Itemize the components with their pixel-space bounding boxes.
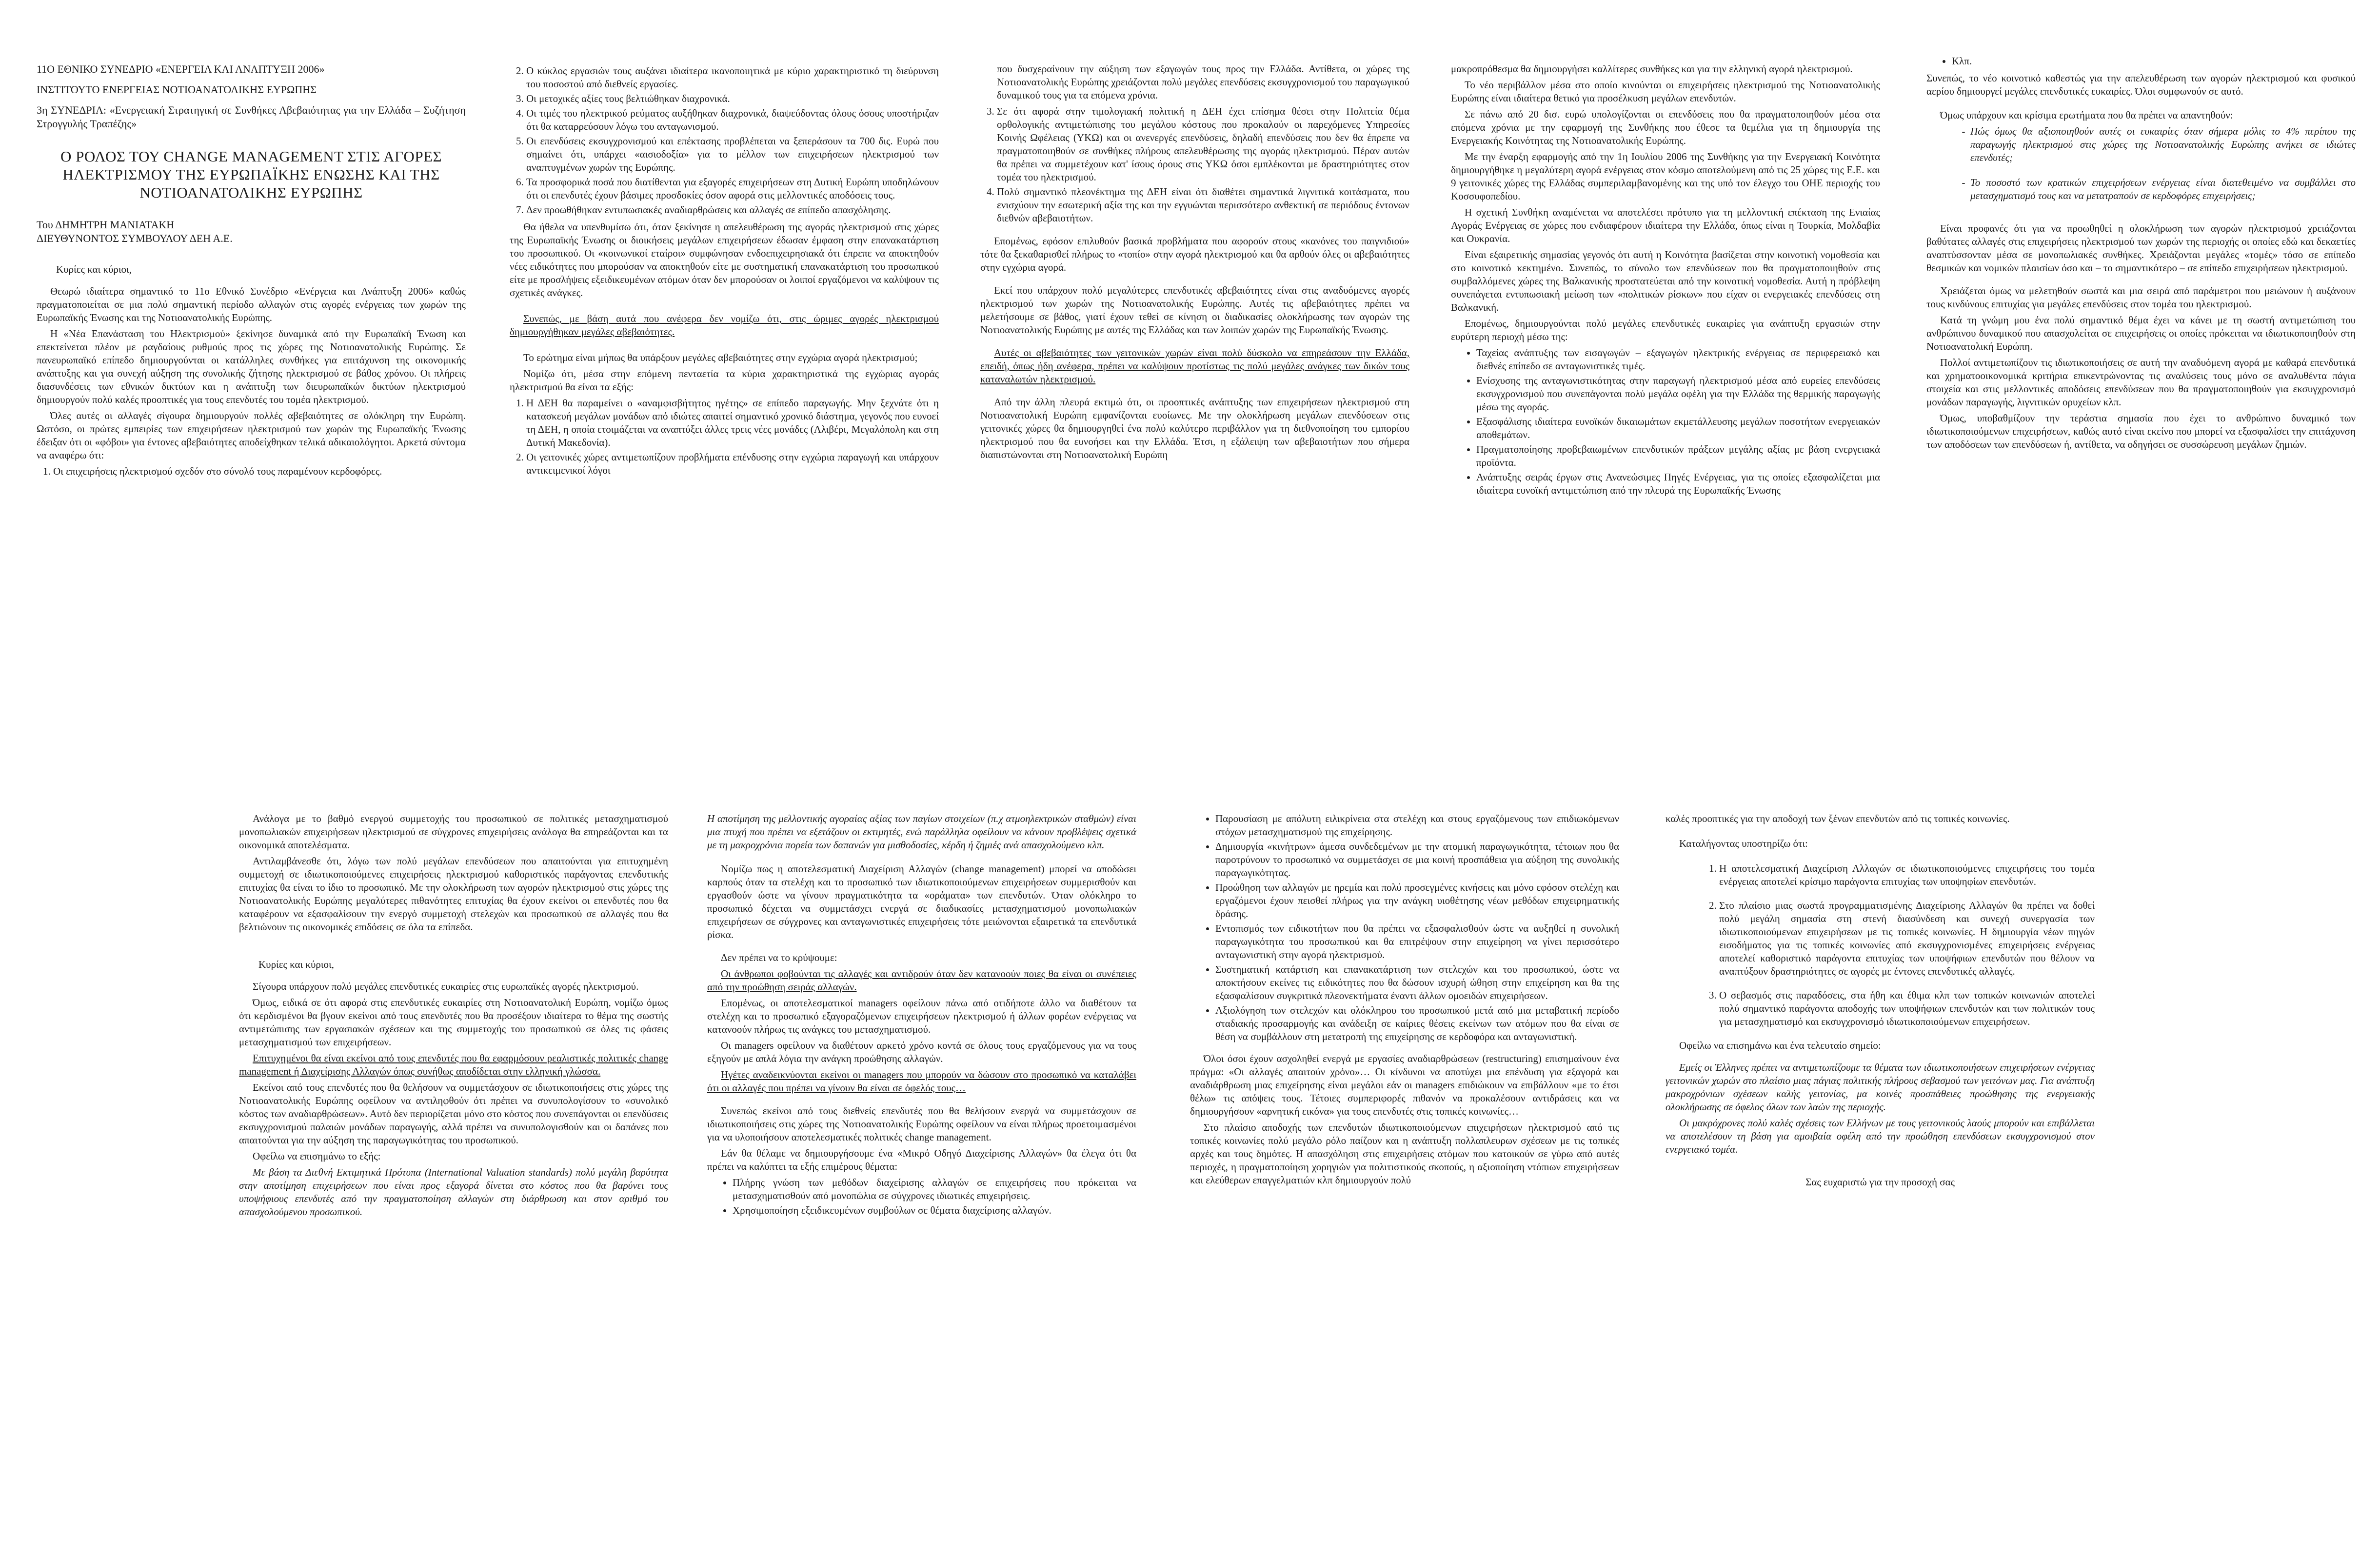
paragraph: Χρειάζεται όμως να μελετηθούν σωστά και μια σειρά από παράμετροι που μειώνουν ή αυξάνουν τους κινδύνους επιτυχίας για μεγάλες επενδύσεις στον τομέα του ηλεκτρισμού. [1926, 285, 2356, 310]
list-item: • Προώθηση των αλλαγών με ηρεμία και πολύ προσεγμένες κινήσεις και μόνο εφόσον στελέχη και εργαζόμενοι έχουν πεισθεί πλήρως για την ανάγκη υιοθέτησης νέων μεθόδων επιχειρηματικής δράσης. [1215, 881, 1619, 921]
list-item: • Πλήρης γνώση των μεθόδων διαχείρισης αλλαγών σε επιχειρήσεις που πρόκειται να μετασχηματισθούν από μονοπώλια σε σύγχρονες ιδιωτικές επιχειρήσεις. [733, 1176, 1136, 1202]
italic-paragraph: Με βάση τα Διεθνή Εκτιμητικά Πρότυπα (International Valuation standards) πολύ μεγάλη βαρύτητα στην αποτίμηση επιχειρήσεων που είναι προς εξαγορά δίνεται στο κόστος που θα βαρύνει τους υποψήφιους επενδυτές από την πραγματοποίηση αλλαγών στη διάρθρωση και στον αριθμό του απασχολούμενου προσωπικού. [239, 1166, 668, 1218]
paragraph: Συνεπώς εκείνοι από τους διεθνείς επενδυτές που θα θελήσουν ενεργά να συμμετάσχουν σε ιδιωτικοποιήσεις στις χώρες της Νοτιοανατολικής Ευρώπης οφείλουν να είναι πλήρως προετοιμασμένοι για να υλοποιήσουν αποτελεσματικές πολιτικές change management. [707, 1105, 1136, 1143]
conference-header: 11Ο ΕΘΝΙΚΟ ΣΥΝΕΔΡΙΟ «ΕΝΕΡΓΕΙΑ ΚΑΙ ΑΝΑΠΤΥΞΗ 2006» [37, 63, 325, 75]
underlined-paragraph: Συνεπώς, με βάση αυτά που ανέφερα δεν νομίζω ότι, στις ώριμες αγορές ηλεκτρισμού δημιουργήθηκαν μεγάλες αβεβαιότητες. [510, 313, 939, 338]
closing-line: Σας ευχαριστώ για την προσοχή σας [1805, 1176, 1955, 1188]
paragraph: μακροπρόθεσμα θα δημιουργήσει καλλίτερες συνθήκες και για την ελληνική αγορά ηλεκτρισμού. [1451, 63, 1853, 75]
paper-title: Ο ΡΟΛΟΣ ΤΟΥ CHANGE MANAGEMENT ΣΤΙΣ ΑΓΟΡΕΣ ΗΛΕΚΤΡΙΣΜΟΥ ΤΗΣ ΕΥΡΩΠΑΪΚΗΣ ΕΝΩΣΗΣ ΚΑΙ ΤΗΣ ΝΟΤΙΟΑΝΑΤΟΛΙΚΗΣ ΕΥΡΩΠΗΣ [60, 148, 442, 201]
list-item: • Δημιουργία «κινήτρων» άμεσα συνδεδεμένων με την ατομική παραγωγικότητα, τέτοιων που θα παροτρύνουν το προσωπικό να συμμετάσχει σε μια κοινή προσπάθεια για αύξηση της συνολικής παραγωγικότητας. [1215, 840, 1619, 880]
paragraph: Όμως, υποβαθμίζουν την τεράστια σημασία που έχει το ανθρώπινο δυναμικό των ιδιωτικοποιούμενων επιχειρήσεων, καθώς αυτό είναι εκείνο που μπορεί να εξασφαλίσει την επιτάχυνση των αποδόσεων των επενδύσεων ή, αντίθετα, να οδηγήσει σε συσσώρευση μεγάλων ζημιών. [1926, 412, 2356, 450]
paragraph: Νομίζω πως η αποτελεσματική Διαχείριση Αλλαγών (change management) μπορεί να αποδώσει καρπούς όταν τα στελέχη και το προσωπικό των ιδιωτικοποιούμενων επιχειρήσεων συμμερισθούν και εργασθούν ώστε να γίνουν πραγματικότητα τα «οράματα» των επενδυτών. Όταν ολόκληρο το προσωπικό δέχεται να συμμετάσχει ενεργά σε διαδικασίες μετασχηματισμού μονοπωλιακών επιχειρήσεων σε σύγχρονες και ανταγωνιστικές επιχειρήσεις τότε μειώνονται εξαιρετικά τα επενδυτικά ρίσκα. [707, 863, 1136, 941]
conclusions-list [1666, 862, 2095, 1028]
underlined-paragraph: Αυτές οι αβεβαιότητες των γειτονικών χωρών είναι πολύ δύσκολο να επηρεάσουν την Ελλάδα, επειδή, όπως ήδη ανέφερα, πρέπει να καλύψουν προτίστως τις πολύ μεγάλες ανάγκες των δικών τους καταναλωτών ηλεκτρισμού. [980, 347, 1409, 385]
benefits-list-cont [510, 64, 939, 217]
market-features-list [510, 397, 939, 477]
list-item: 3. Οι μετοχικές αξίες τους βελτιώθηκαν διαχρονικά. [526, 92, 939, 105]
paragraph: Σίγουρα υπάρχουν πολύ μεγάλες επενδυτικές ευκαιρίες στις ευρωπαϊκές αγορές ηλεκτρισμού. [253, 981, 639, 992]
paragraph: Όμως, ειδικά σε ότι αφορά στις επενδυτικές ευκαιρίες στη Νοτιοανατολική Ευρώπη, νομίζω όμως ότι κερδισμένοι θα βγουν εκείνοι από τους επενδυτές που θα προσέξουν ιδιαίτερα το θέμα της σωστής αντιμετώπισης των εργασιακών σχέσεων και της συμμετοχής του προσωπικού σε όλες τις φάσεις μετασχηματισμού των επιχειρήσεων. [239, 997, 668, 1048]
list-item: 2. Στο πλαίσιο μιας σωστά προγραμματισμένης Διαχείρισης Αλλαγών θα πρέπει να δοθεί πολύ μεγάλη σημασία στη στενή διασύνδεση και συνεχή συνεργασία των ιδιωτικοποιούμενων επιχειρήσεων με τις τοπικές κοινωνίες. Η δημιουργία νέων πηγών εισοδήματος για τις τοπικές κοινωνίες από εκσυγχρονισμένες επιχειρήσεις ενέργειας αποτελεί καθοριστικό παράγοντα επιτυχίας των υποψήφιων επενδυτών που θέλουν να αναπτύξουν δραστηριότητες σε αγορές με έντονες επενδυτικές αλλαγές. [1719, 899, 2095, 978]
paragraph: Η «Νέα Επανάσταση του Ηλεκτρισμού» ξεκίνησε δυναμικά από την Ευρωπαϊκή Ένωση και επεκτείνεται πλέον με ραγδαίους ρυθμούς προς τις χώρες της Νοτιοανατολικής Ευρώπης. Σε πανευρωπαϊκό επίπεδο δημιουργούνται οι κατάλληλες συνθήκες για επιτάχυνση της οικονομικής ανάπτυξης και για συνεχή αύξηση της συνολικής ζήτησης ηλεκτρισμού σε βάθος χρόνου. Οι πλήρεις διασυνδέσεις των εθνικών δικτύων και η ανάπτυξη των διευρωπαϊκών δικτύων ηλεκτρισμού δημιουργούν πολύ καλές προοπτικές για τους επενδυτές του τομέα ηλεκτρισμού. [37, 328, 466, 405]
opportunities-list [1451, 346, 1880, 497]
questions-list [1926, 125, 2356, 202]
list-item: • Παρουσίαση με απόλυτη ειλικρίνεια στα στελέχη και στους εργαζόμενους των επιδιωκόμενων στόχων μετασχηματισμού της επιχείρησης. [1215, 812, 1619, 839]
paragraph: Είναι εξαιρετικής σημασίας γεγονός ότι αυτή η Κοινότητα βασίζεται στην κοινοτική νομοθεσία και στο κοινοτικό κεκτημένο. Συνεπώς, το σύνολο των επενδύσεων που θα πραγματοποιηθούν στις συμβαλλόμενες χώρες της Βαλκανικής προστατεύεται από την κοινοτική νομοθεσία. Αυτή η πρόβλεψη συνεπάγεται εντυπωσιακή μείωση των «πολιτικών ρίσκων» που είχαν οι ενεργειακές επενδύσεις στη Βαλκανική. [1451, 249, 1880, 313]
top-column-5 [1926, 55, 2356, 454]
top-column-2 [510, 62, 939, 481]
paragraph: Θεωρώ ιδιαίτερα σημαντικό το 11ο Εθνικό Συνέδριο «Ενέργεια και Ανάπτυξη 2006» καθώς πραγματοποιείται σε μια πολύ σημαντική περίοδο αλλαγών στις αγορές ενέργειας των χωρών της Ευρωπαϊκής Ένωσης και της Νοτιοανατολικής Ευρώπης. [37, 285, 466, 323]
market-features-list-cont [980, 105, 1409, 225]
list-item: 1. Οι επιχειρήσεις ηλεκτρισμού σχεδόν στο σύνολό τους παραμένουν κερδοφόρες. [53, 465, 466, 478]
list-item: • Αξιολόγηση των στελεχών και ολόκληρου του προσωπικού μετά από μια μεταβατική περίοδο σταδιακής προσαρμογής και ανάδειξη σε καίριες θέσεις εκείνων των ατόμων που θα είναι σε θέση να συμβάλλουν στη μετατροπή της επιχείρησης σε κερδοφόρα και ανταγωνιστική. [1215, 1004, 1619, 1043]
list-item: 1. Η αποτελεσματική Διαχείριση Αλλαγών σε ιδιωτικοποιούμενες επιχειρήσεις του τομέα ενέργειας αποτελεί κρίσιμο παράγοντα επιτυχίας των υποψηφίων επενδυτών. [1719, 862, 2095, 888]
paragraph: Οφείλω να επισημάνω το εξής: [253, 1150, 381, 1162]
underlined-paragraph: Επιτυχημένοι θα είναι εκείνοι από τους επενδυτές που θα εφαρμόσουν ρεαλιστικές πολιτικές change management ή Διαχείρισης Αλλαγών όπως συνήθως αποδίδεται στην ελληνική γλώσσα. [239, 1052, 668, 1077]
list-item: • Ενίσχυσης της ανταγωνιστικότητας στην παραγωγή ηλεκτρισμού μέσα από ευρείες επενδύσεις εκσυγχρονισμού που συνεπάγονται πολύ μεγάλα οφέλη για την Ελλάδα της θερμικής παραγωγής μέσω της αγοράς. [1476, 374, 1880, 414]
paragraph: Επομένως, εφόσον επιλυθούν βασικά προβλήματα που αφορούν στους «κανόνες του παιγνιδιού» τότε θα ξεκαθαρισθεί πλήρως το «τοπίο» στην αγορά ηλεκτρισμού και θα αρθούν όλες οι αβεβαιότητες στην εγχώρια αγορά. [980, 235, 1409, 273]
bottom-column-3 [1190, 812, 1619, 1190]
paragraph: Επομένως, δημιουργούνται πολύ μεγάλες επενδυτικές ευκαιρίες για ανάπτυξη εργασιών στην ευρύτερη περιοχή μέσω της: [1451, 318, 1880, 342]
paragraph: Καταλήγοντας υποστηρίζω ότι: [1679, 838, 1808, 849]
top-column-4 [1451, 62, 1880, 501]
list-item: 4. Πολύ σημαντικό πλεονέκτημα της ΔΕΗ είναι ότι διαθέτει σημαντικά λιγνιτικά κοιτάσματα, που ενισχύουν την εσωτερική αξία της και την εγγυώνται περισσότερο ανθεκτική σε περιόδους έντονων διεθνών αβεβαιοτήτων. [997, 185, 1409, 225]
paragraph: Νομίζω ότι, μέσα στην επόμενη πενταετία τα κύρια χαρακτηριστικά της εγχώριας αγοράς ηλεκτρισμού θα είναι τα εξής: [510, 368, 939, 393]
underlined-paragraph: Ηγέτες αναδεικνύονται εκείνοι οι managers που μπορούν να δώσουν στο προσωπικό να καταλάβει ότι οι αλλαγές που πρέπει να γίνουν θα είναι σε όφελός τους… [707, 1069, 1136, 1094]
paragraph: Με την έναρξη εφαρμογής από την 1η Ιουλίου 2006 της Συνθήκης για την Ενεργειακή Κοινότητα δημιουργήθηκε η μεγαλύτερη αγορά ενέργειας στον κόσμο αποτελούμενη από τις 25 χώρες της Ε.Ε. και 9 γειτονικές χώρες της Ελλάδας συμπεριλαμβανομένης και της υπό τον έλεγχο του ΟΗΕ περιοχής του Κοσσυφοπεδίου. [1451, 151, 1880, 202]
paragraph: Η σχετική Συνθήκη αναμένεται να αποτελέσει πρότυπο για τη μελλοντική επέκταση της Ενιαίας Αγοράς Ενέργειας σε χώρες που ενδιαφέρουν ιδιαίτερα την Ελλάδα, όπως είναι η Τουρκία, Μολδαβία και Ουκρανία. [1451, 206, 1880, 244]
list-item: • Χρησιμοποίηση εξειδικευμένων συμβούλων σε θέματα διαχείρισης αλλαγών. [733, 1204, 1136, 1217]
list-item: 4. Οι τιμές του ηλεκτρικού ρεύματος αυξήθηκαν διαχρονικά, διαψεύδοντας όλους όσους υποστήριζαν ότι θα καταρρεύσουν λόγω του ανταγωνισμού. [526, 107, 939, 133]
session-header: 3η ΣΥΝΕΔΡΙΑ: «Ενεργειακή Στρατηγική σε Συνθήκες Αβεβαιότητας για την Ελλάδα – Συζήτηση Στρογγυλής Τραπέζης» [37, 104, 466, 130]
bottom-column-1 [239, 812, 668, 1221]
list-item: - Πώς όμως θα αξιοποιηθούν αυτές οι ευκαιρίες όταν σήμερα μόλις το 4% περίπου της παραγωγής ηλεκτρισμού στις χώρες της Νοτιοανατολικής Ευρώπης ανήκει σε ιδιώτες επενδυτές; [1970, 125, 2356, 164]
paragraph: Είναι προφανές ότι για να προωθηθεί η ολοκλήρωση των αγορών ηλεκτρισμού χρειάζονται βαθύτατες αλλαγές στις επιχειρήσεις ηλεκτρισμού των χωρών της περιοχής οι οποίες εδώ και δεκαετίες αναπτύσσονταν μέσα σε μονοπωλιακές συνθήκες. Χρειάζονται μεγάλες «τομές» τόσο σε επίπεδο θεσμικών και νομικών πλαισίων όσο και – το σημαντικότερο – σε επίπεδο επιχειρήσεων ηλεκτρισμού. [1926, 222, 2356, 274]
paragraph: Οι managers οφείλουν να διαθέτουν αρκετό χρόνο κοντά σε όλους τους εργαζόμενους για να τους εξηγούν με απλά λόγια την ανάγκη προώθησης αλλαγών. [707, 1040, 1136, 1064]
paragraph: Θα ήθελα να υπενθυμίσω ότι, όταν ξεκίνησε η απελευθέρωση της αγοράς ηλεκτρισμού στις χώρες της Ευρωπαϊκής Ένωσης οι διοικήσεις μεγάλων επιχειρήσεων έδωσαν έμφαση στην επανακατάρτιση του προσωπικού. Οι «κοινωνικοί εταίροι» συμφώνησαν ενδοεπιχειρησιακά ότι έπρεπε να αποκτηθούν νέες ειδικότητες που μπορούσαν να αποκτηθούν είτε με συστηματική επανακατάρτιση του προσωπικού είτε με προσλήψεις εξειδικευμένων ατόμων όταν δεν μπορούσαν οι λοιποί εργαζόμενοι να καλύψουν τις σχετικές ανάγκες. [510, 221, 939, 299]
list-item: 1. Η ΔΕΗ θα παραμείνει ο «αναμφισβήτητος ηγέτης» σε επίπεδο παραγωγής. Μην ξεχνάτε ότι η κατασκευή μεγάλων μονάδων από ιδιώτες απαιτεί σημαντικό χρονικό διάστημα, γεγονός που ευνοεί τη ΔΕΗ, η οποία ετοιμάζεται να αναπτύξει άλλες τρεις νέες μονάδες (Αλιβέρι, Μεγαλόπολη και στη Δυτική Μακεδονία). [526, 397, 939, 449]
underlined-paragraph: Οι άνθρωποι φοβούνται τις αλλαγές και αντιδρούν όταν δεν κατανοούν ποιες θα είναι οι συνέπειες από την προώθηση σειράς αλλαγών. [707, 968, 1136, 993]
paragraph: Στο πλαίσιο αποδοχής των επενδυτών ιδιωτικοποιούμενων επιχειρήσεων ηλεκτρισμού από τις τοπικές κοινωνίες πολύ μεγάλο ρόλο παίζουν και η ανάπτυξη πολλαπλευρων σχέσεων με τις τοπικές αρχές και τους δημότες. Η απασχόληση στις επιχειρήσεις ατόμων που κατοικούν σε γύρω από αυτές περιοχές, η πραγματοποίηση χορηγιών για πολιτιστικούς σκοπούς, η αξιοποίηση ντόπιων επιχειρήσεων και ελεύθερων επαγγελματιών κλπ δημιουργούν πολύ [1190, 1121, 1619, 1186]
paragraph: Το νέο περιβάλλον μέσα στο οποίο κινούνται οι επιχειρήσεις ηλεκτρισμού της Νοτιοανατολικής Ευρώπης είναι ιδιαίτερα θετικό για προσέλκυση μεγάλων επενδυτών. [1451, 79, 1880, 104]
list-item: 7. Δεν προωθήθηκαν εντυπωσιακές αναδιαρθρώσεις και αλλαγές σε επίπεδο απασχόλησης. [526, 203, 939, 217]
paragraph: Ανάλογα με το βαθμό ενεργού συμμετοχής του προσωπικού σε πολιτικές μετασχηματισμού μονοπωλιακών επιχειρήσεων ηλεκτρισμού σε σύγχρονες επιχειρήσεις ανάλογα θα επηρεάζονται και τα οικονομικά αποτελέσματα. [239, 813, 668, 851]
opportunities-list-cont [1926, 55, 2356, 68]
paragraph: Από την άλλη πλευρά εκτιμώ ότι, οι προοπτικές ανάπτυξης των επιχειρήσεων ηλεκτρισμού στη Νοτιοανατολική Ευρώπη εμφανίζονται ευοίωνες. Με την ολοκλήρωση μεγάλων επενδύσεων στις γειτονικές χώρες θα δημιουργηθεί ένα πολύ καλύτερο περιβάλλον για τη διεθνοποίηση του εμπορίου ηλεκτρισμού που θα ευνοήσει και την Ελλάδα. Έτσι, η εξάλειψη των αβεβαιοτήτων που σήμερα διαπιστώνονται στη Νοτιοανατολική Ευρώπη [980, 396, 1409, 460]
list-item: • Συστηματική κατάρτιση και επανακατάρτιση των στελεχών και του προσωπικού, ώστε να αποκτήσουν εκείνες τις ειδικότητες που θα δώσουν ισχυρή ώθηση στην επιχείρηση και θα της εξασφαλίσουν συγκριτικά πλεονεκτήματα έναντι άλλων ομοειδών επιχειρήσεων. [1215, 963, 1619, 1002]
paragraph: Όμως υπάρχουν και κρίσιμα ερωτήματα που θα πρέπει να απαντηθούν: [1940, 109, 2233, 121]
institute-header: ΙΝΣΤΙΤΟΥΤΟ ΕΝΕΡΓΕΙΑΣ ΝΟΤΙΟΑΝΑΤΟΛΙΚΗΣ ΕΥΡΩΠΗΣ [37, 83, 317, 96]
list-item: • Εντοπισμός των ειδικοτήτων που θα πρέπει να εξασφαλισθούν ώστε να αυξηθεί η συνολική παραγωγικότητα του προσωπικού και θα επιτρέψουν στην επιχείρηση να γίνει περισσότερο ανταγωνιστική στην αγορά ηλεκτρισμού. [1215, 922, 1619, 961]
list-item: - Το ποσοστό των κρατικών επιχειρήσεων ενέργειας είναι διατεθειμένο να συμβάλλει στο μετασχηματισμό τους και να μετατραπούν σε κερδοφόρες επιχειρήσεις; [1970, 176, 2356, 202]
paragraph: Επομένως, οι αποτελεσματικοί managers οφείλουν πάνω από οτιδήποτε άλλο να διαθέτουν τα στελέχη και το προσωπικό εξαγοραζόμενων επιχειρήσεων ηλεκτρισμού ή άλλων φορέων ενέργειας να κατανοούν πλήρως τις ανάγκες του μετασχηματισμού. [707, 997, 1136, 1035]
paragraph: Όλες αυτές οι αλλαγές σίγουρα δημιουργούν πολλές αβεβαιότητες σε ολόκληρη την Ευρώπη. Ωστόσο, οι πρώτες εμπειρίες των επιχειρήσεων ηλεκτρισμού των χωρών της Ευρωπαϊκής Ένωσης έδειξαν ότι οι «φόβοι» για έντονες αβεβαιότητες αποδείχθηκαν τελικά αδικαιολόγητοι. Αρκετά σύντομα να αναφέρω ότι: [37, 410, 466, 461]
list-item: 3. Ο σεβασμός στις παραδόσεις, στα ήθη και έθιμα κλπ των τοπικών κοινωνιών αποτελεί πολύ σημαντικό παράγοντα αποδοχής των υποψήφιων επενδυτών και των πολιτικών τους για μετασχηματισμό και εκσυγχρονισμό ιδιωτικοποιούμενων επιχειρήσεων. [1719, 989, 2095, 1028]
paragraph: Αντιλαμβάνεσθε ότι, λόγω των πολύ μεγάλων επενδύσεων που απαιτούνται για επιτυχημένη συμμετοχή σε ιδιωτικοποιούμενες επιχειρήσεις ηλεκτρισμού καθοριστικός παράγοντας επενδυτικής επιτυχίας θα είναι το ίδιο το προσωπικό. Με την ολοκλήρωση των αγορών ηλεκτρισμού στις χώρες της Νοτιοανατολικής Ευρώπης μεγαλύτερες πιθανότητες επιτυχίας θα έχουν εκείνοι οι επενδυτές που θα καταφέρουν να εξασφαλίσουν την ενεργό συμμετοχή στελεχών και προσωπικού σε αλλαγές που θα βελτιώνουν τις οικονομικές επιδόσεις σε όλα τα επίπεδα. [239, 855, 668, 933]
paragraph: Συνεπώς, το νέο κοινοτικό καθεστώς για την απελευθέρωση των αγορών ηλεκτρισμού και φυσικού αερίου δημιουργεί μεγάλες επενδυτικές ευκαιρίες. Όλοι συμφωνούν σε αυτό. [1926, 72, 2356, 97]
paragraph: Οφείλω να επισημάνω και ένα τελευταίο σημείο: [1679, 1040, 1881, 1051]
paragraph: που δυσχεραίνουν την αύξηση των εξαγωγών τους προς την Ελλάδα. Αντίθετα, οι χώρες της Νοτιοανατολικής Ευρώπης χρειάζονται πολύ μεγάλες επενδύσεις εκσυγχρονισμού του παραγωγικού δυναμικού τους για τα επόμενα χρόνια. [997, 63, 1409, 101]
author-role: ΔΙΕΥΘΥΝΟΝΤΟΣ ΣΥΜΒΟΥΛΟΥ ΔΕΗ Α.Ε. [37, 232, 233, 244]
paragraph: Όλοι όσοι έχουν ασχοληθεί ενεργά με εργασίες αναδιαρθρώσεων (restructuring) επισημαίνουν ένα πράγμα: «Οι αλλαγές απαιτούν χρόνο»… Οι κίνδυνοι να αποτύχει μια επένδυση για εξαγορά και αναδιάρθρωση μιας επιχείρησης είναι μεγάλοι εάν οι managers επιδιώκουν να επιβάλλουν «με το έτσι θέλω» τις απόψεις τους. Τέτοιες συμπεριφορές πιθανόν να προκαλέσουν αντιδράσεις και να δημιουργήσουν «αρνητική εικόνα» για τους επενδυτές στις τοπικές κοινωνίες… [1190, 1053, 1619, 1117]
italic-paragraph: Εμείς οι Έλληνες πρέπει να αντιμετωπίζουμε τα θέματα των ιδιωτικοποιήσεων επιχειρήσεων ενέργειας γειτονικών χωρών στο πλαίσιο μιας πάγιας πολιτικής πλήρους σεβασμού των γειτόνων μας. Για ανάπτυξη μακροχρόνιων σχέσεων καλής γειτονίας, μα κοινές προσπάθειες προώθησης της ενεργειακής ολοκλήρωσης σε όφελος όλων των λαών της περιοχής. [1666, 1061, 2095, 1113]
list-item: 2. Οι γειτονικές χώρες αντιμετωπίζουν προβλήματα επένδυσης στην εγχώρια παραγωγή και υπάρχουν αντικειμενικοί λόγοι [526, 451, 939, 477]
paragraph: καλές προοπτικές για την αποδοχή των ξένων επενδυτών από τις τοπικές κοινωνίες. [1666, 813, 2010, 824]
paragraph: Εκεί που υπάρχουν πολύ μεγαλύτερες επενδυτικές αβεβαιότητες είναι στις αναδυόμενες αγορές ηλεκτρισμού των χωρών της Νοτιοανατολικής Ευρώπης. Αυτές τις αβεβαιότητες πρέπει να μελετήσουμε σε βάθος, γιατί έχουν τεθεί σε κίνηση οι διαδικασίες ολοκλήρωσης των αγορών της Νοτιοανατολικής Ευρώπης με αυτές της Ελλάδας και των λοιπών χωρών της Ευρωπαϊκής Ένωσης. [980, 284, 1409, 336]
paragraph: Δεν πρέπει να το κρύψουμε: [721, 952, 837, 963]
paragraph: Το ερώτημα είναι μήπως θα υπάρξουν μεγάλες αβεβαιότητες στην εγχώρια αγορά ηλεκτρισμού; [523, 352, 918, 363]
benefits-list [37, 465, 466, 478]
author-name: Του ΔΗΜΗΤΡΗ ΜΑΝΙΑΤΑΚΗ [37, 219, 175, 231]
paragraph: Εάν θα θέλαμε να δημιουργήσουμε ένα «Μικρό Οδηγό Διαχείρισης Αλλαγών» θα έλεγα ότι θα πρέπει να καλύπτει τα εξής επιμέρους θέματα: [707, 1147, 1136, 1172]
salutation: Κυρίες και κύριοι, [56, 263, 132, 275]
change-guide-list [707, 1176, 1136, 1217]
top-column-1 [37, 62, 466, 482]
paragraph: Πολλοί αντιμετωπίζουν τις ιδιωτικοποιήσεις σε αυτή την αναδυόμενη αγορά με καθαρά επενδυτικά και χρηματοοικονομικά κριτήρια επικεντρώνοντας τις αναλύσεις τους μόνο σε αναλυθέντα πάγια στοιχεία και στις μελλοντικές αποδόσεις επενδύσεων που θα πραγματοποιηθούν για εκσυγχρονισμό μονάδων παραγωγής, λιγνιτικών ορυχείων κλπ. [1926, 357, 2356, 408]
italic-paragraph: Η αποτίμηση της μελλοντικής αγοραίας αξίας των παγίων στοιχείων (π.χ ατμοηλεκτρικών σταθμών) είναι μια πτυχή που πρέπει να εξετάζουν οι εκτιμητές, ενώ παράλληλα οφείλουν να κάνουν προβλέψεις σχετικά με τη μακροχρόνια πορεία των δαπανών για μισθοδοσίες, κέρδη ή ζημιές ανά απασχολούμενο κλπ. [707, 813, 1136, 851]
paragraph: Εκείνοι από τους επενδυτές που θα θελήσουν να συμμετάσχουν σε ιδιωτικοποιήσεις στις χώρες της Νοτιοανατολικής Ευρώπης οφείλουν να αντιληφθούν ότι πρέπει να συνυπολογίσουν το «συνολικό κόστος των αναδιαρθρώσεων». Αυτό δεν περιορίζεται μόνο στο κόστος που συνεπάγονται οι επενδύσεις εκσυγχρονισμού παλαιών μονάδων παραγωγής, αλλά πρέπει να συνυπολογισθούν και οι δαπάνες που απαιτούνται για την αύξηση της παραγωγικότητας του προσωπικού. [239, 1081, 668, 1146]
list-item: 5. Οι επενδύσεις εκσυγχρονισμού και επέκτασης προβλέπεται να ξεπεράσουν τα 700 δις. Ευρώ που σημαίνει ότι, υπάρχει «αισιοδοξία» για το μέλλον των επιχειρήσεων ηλεκτρισμού των αναπτυγμένων χωρών της Ευρώπης. [526, 135, 939, 174]
list-item: 6. Τα προσφορικά ποσά που διατίθενται για εξαγορές επιχειρήσεων στη Δυτική Ευρώπη υποδηλώνουν ότι οι επενδυτές έχουν βάσιμες προσδοκίες όσον αφορά στις μελλοντικές αποδόσεις τους. [526, 176, 939, 202]
list-item: 3. Σε ότι αφορά στην τιμολογιακή πολιτική η ΔΕΗ έχει επίσημα θέσει στην Πολιτεία θέμα ορθολογικής αντιμετώπισης του μεγάλου κόστους που προκαλούν οι παρεχόμενες Υπηρεσίες Κοινής Ωφέλειας (ΥΚΩ) και οι ανενεργές επενδύσεις, δηλαδή επενδύσεις που δεν θα έπρεπε να πραγματοποιηθούν σε συνθήκες πλήρους απελευθέρωσης της αγοράς ηλεκτρισμού. Πέραν αυτών θα πρέπει να συμμετέχουν κατ' ίσους όρους στις ΥΚΩ όσοι εμπλέκονται με δραστηριότητες στον τομέα του ηλεκτρισμού. [997, 105, 1409, 184]
italic-paragraph: Οι μακρόχρονες πολύ καλές σχέσεις των Ελλήνων με τους γειτονικούς λαούς μπορούν και επιβάλλεται να αποτελέσουν τη βάση για αμοιβαία οφέλη από την προώθηση επενδύσεων εκσυγχρονισμού στον ενεργειακό τομέα. [1666, 1117, 2095, 1155]
change-guide-list-cont [1190, 812, 1619, 1043]
paragraph: Σε πάνω από 20 δισ. ευρώ υπολογίζονται οι επενδύσεις που θα πραγματοποιηθούν μέσα στα επόμενα χρόνια με την εφαρμογή της Συνθήκης που έθεσε τα θεμέλια για τη δημιουργία της Ενεργειακής Κοινότητας της Νοτιοανατολικής Ευρώπης. [1451, 108, 1880, 146]
top-column-3 [980, 62, 1409, 464]
list-item: • Κλπ. [1952, 55, 2356, 68]
paragraph: Κατά τη γνώμη μου ένα πολύ σημαντικό θέμα έχει να κάνει με τη σωστή αντιμετώπιση του ανθρώπινου δυναμικού που απασχολείται σε επιχειρήσεις οι οποίες πρόκειται να ιδιωτικοποιηθούν στη Νοτιοανατολική Ευρώπη. [1926, 314, 2356, 352]
bottom-column-2 [707, 812, 1136, 1221]
list-item: • Ταχείας ανάπτυξης των εισαγωγών – εξαγωγών ηλεκτρικής ενέργειας σε περιφερειακό και διεθνές επίπεδο σε ανταγωνιστικές τιμές. [1476, 346, 1880, 373]
list-item: • Ανάπτυξης σειράς έργων στις Ανανεώσιμες Πηγές Ενέργειας, για τις οποίες εξασφαλίζεται μια ιδιαίτερα ευνοϊκή αντιμετώπιση από την πλευρά της Ευρωπαϊκής Ένωσης [1476, 471, 1880, 497]
author-block [37, 218, 466, 245]
salutation: Κυρίες και κύριοι, [258, 959, 334, 970]
list-item: • Πραγματοποίησης προβεβαιωμένων επενδυτικών πράξεων μεγάλης αξίας με βάση ενεργειακά προϊόντα. [1476, 443, 1880, 469]
list-item: • Εξασφάλισης ιδιαίτερα ευνοϊκών δικαιωμάτων εκμετάλλευσης μεγάλων ποσοτήτων ενεργειακών αποθεμάτων. [1476, 415, 1880, 441]
bottom-column-4 [1666, 812, 2095, 1192]
list-item: 2. Ο κύκλος εργασιών τους αυξάνει ιδιαίτερα ικανοποιητικά με κύριο χαρακτηριστικό τη διεύρυνση του ποσοστού από διεθνείς εργασίες. [526, 64, 939, 91]
